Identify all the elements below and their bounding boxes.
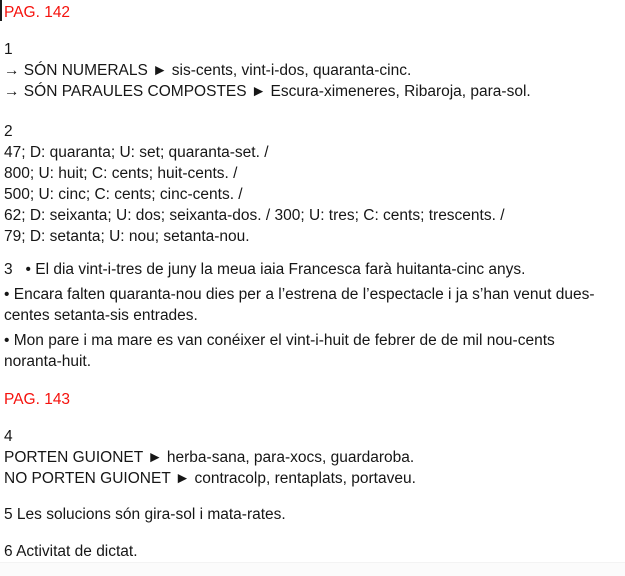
- answer-line: • Mon pare i ma mare es van conéixer el vint-i-huit de febrer de de mil nou-cents: [4, 332, 555, 349]
- answer-block-exercise-6: [4, 541, 619, 562]
- answer-line: PORTEN GUIONET ► herba-sana, para-xocs, guardaroba.: [4, 449, 415, 466]
- answer-line: 5 Les solucions són gira-sol i mata-rates.: [4, 506, 286, 523]
- answer-line: noranta-huit.: [4, 353, 92, 370]
- answer-line: 800; U: huit; C: cents; huit-cents. /: [4, 165, 238, 182]
- exercise-number: 2: [4, 123, 13, 140]
- answer-line: 62; D: seixanta; U: dos; seixanta-dos. / 300; U: tres; C: cents; trescents. /: [4, 207, 505, 224]
- answer-block-exercise-1: [4, 39, 619, 102]
- exercise-number: 1: [4, 41, 13, 58]
- bullet-paragraph: [4, 330, 619, 372]
- answer-block-exercise-5: [4, 504, 619, 525]
- answer-line: → SÓN NUMERALS ► sis-cents, vint-i-dos, quaranta-cinc.: [4, 62, 412, 79]
- answer-line: NO PORTEN GUIONET ► contracolp, rentaplats, portaveu.: [4, 470, 416, 487]
- answer-line: 47; D: quaranta; U: set; quaranta-set. /: [4, 144, 269, 161]
- answer-block-exercise-4: [4, 426, 619, 489]
- text-cursor: [0, 0, 2, 21]
- answer-line: centes setanta-sis entrades.: [4, 307, 198, 324]
- answer-line: 500; U: cinc; C: cents; cinc-cents. /: [4, 186, 243, 203]
- answer-block-exercise-3: [4, 259, 619, 372]
- answer-line: 6 Activitat de dictat.: [4, 543, 138, 560]
- answer-line: 3 • El dia vint-i-tres de juny la meua iaia Francesca farà huitanta-cinc anys.: [4, 261, 526, 278]
- exercise-number: 4: [4, 428, 13, 445]
- answer-line: → SÓN PARAULES COMPOSTES ► Escura-ximeneres, Ribaroja, para-sol.: [4, 83, 531, 100]
- section-heading-pag-143: PAG. 143: [4, 391, 71, 408]
- bullet-paragraph: [4, 259, 619, 280]
- answer-line: • Encara falten quaranta-nou dies per a l’estrena de l’espectacle i ja s’han venut dues-: [4, 286, 595, 303]
- answer-block-exercise-2: [4, 121, 619, 247]
- page-bottom-strip: [0, 562, 625, 576]
- answer-line: 79; D: setanta; U: nou; setanta-nou.: [4, 228, 250, 245]
- section-heading-pag-142: PAG. 142: [4, 4, 71, 21]
- bullet-paragraph: [4, 284, 619, 326]
